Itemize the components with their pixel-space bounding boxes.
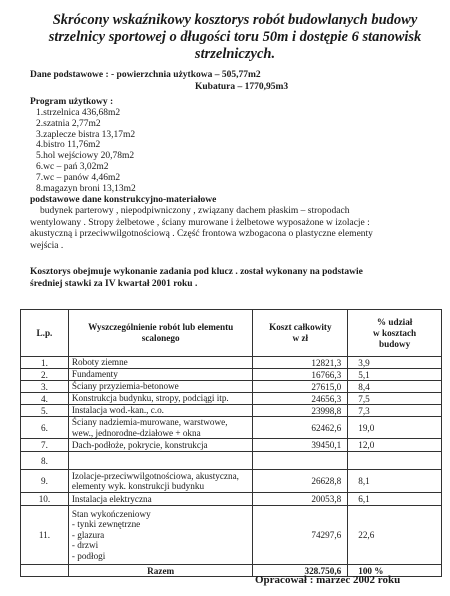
- table-row: [21, 417, 442, 439]
- total-label: Razem: [68, 565, 253, 577]
- row-share: 19,0: [348, 417, 442, 439]
- row-share: [348, 452, 442, 470]
- cost-estimate-intro: [30, 266, 435, 290]
- row-name-line: Konstrukcja budynku, stropy, podciągi itp.: [71, 393, 229, 404]
- row-name-line: - drzwi: [71, 540, 99, 551]
- construction-line: budynek parterowy , niepodpiwniczony , związany dachem płaskim – stropodach: [40, 206, 350, 216]
- program-item: 7.wc – panów 4,46m2: [36, 172, 121, 183]
- row-name-line: Roboty ziemne: [71, 357, 128, 368]
- program-item: 3.zaplecze bistra 13,17m2: [36, 129, 136, 140]
- construction-heading: podstawowe dane konstrukcyjno-materiałowe: [30, 195, 217, 205]
- table-row: [21, 452, 442, 470]
- total-share: 100 %: [348, 565, 442, 577]
- row-cost: 24656,3: [253, 393, 348, 405]
- intro-line: średniej stawki za IV kwartał 2001 roku .: [30, 279, 198, 289]
- construction-line: wejścia .: [30, 240, 64, 251]
- header-share: [348, 310, 442, 357]
- program-item: 1.strzelnica 436,68m2: [36, 108, 121, 118]
- table-row: [21, 506, 442, 565]
- row-name: [68, 439, 253, 452]
- row-name-line: Fundamenty: [71, 369, 118, 380]
- row-name: [68, 381, 253, 393]
- row-name-line: wew., jednorodne-działowe + okna: [71, 427, 201, 438]
- document-title: [40, 12, 430, 63]
- row-cost: 26628,8: [253, 470, 348, 493]
- table-row: [21, 470, 442, 493]
- row-share: 7,3: [348, 405, 442, 417]
- title-line: strzelnicy sportowej o długości toru 50m i dostępie 6 stanowisk: [48, 29, 422, 45]
- row-name-line: Dach-podłoże, pokrycie, konstrukcja: [71, 439, 208, 450]
- header-share-line: budowy: [379, 338, 411, 349]
- row-lp: 5.: [21, 405, 69, 417]
- row-cost: 20053,8: [253, 493, 348, 506]
- row-name: [68, 357, 253, 369]
- row-lp: 3.: [21, 381, 69, 393]
- row-name: [68, 369, 253, 381]
- row-name: [68, 493, 253, 506]
- row-lp: 9.: [21, 470, 69, 493]
- row-share: 6,1: [348, 493, 442, 506]
- row-lp: 4.: [21, 393, 69, 405]
- row-share: 5,1: [348, 369, 442, 381]
- program-item: 4.bistro 11,76m2: [36, 140, 101, 151]
- construction-line: akustyczną i przeciwwilgotnościową . Część frontowa wzbogacona o plastyczne elementy: [30, 229, 373, 239]
- table-row: [21, 393, 442, 405]
- row-cost: 16766,3: [253, 369, 348, 381]
- table-row: [21, 405, 442, 417]
- row-name-line: - podłogi: [71, 550, 106, 561]
- row-name: [68, 470, 253, 493]
- construction-line: wentylowany . Stropy żelbetowe , ściany murowane i żelbetowe wyposażone w izolacje :: [30, 217, 370, 228]
- header-cost: [253, 310, 348, 357]
- row-lp: 10.: [21, 493, 69, 506]
- table-body: [21, 357, 442, 577]
- row-cost: 23998,8: [253, 405, 348, 417]
- table-row: [21, 493, 442, 506]
- row-share: 12,0: [348, 439, 442, 452]
- title-line: Skrócony wskaźnikowy kosztorys robót budowlanych budowy: [52, 12, 418, 28]
- row-name-line: Ściany nadziemia-murowane, warstwowe,: [71, 417, 228, 427]
- table-row: [21, 439, 442, 452]
- row-cost: 27615,0: [253, 381, 348, 393]
- row-lp: 7.: [21, 439, 69, 452]
- total-cost: 328.750,6: [253, 565, 348, 577]
- table-row: [21, 381, 442, 393]
- row-name-line: - glazura: [71, 529, 105, 540]
- table-row: [21, 357, 442, 369]
- row-cost: 12821,3: [253, 357, 348, 369]
- row-share: 22,6: [348, 506, 442, 565]
- header-name-line: Wyszczególnienie robót lub elementu: [88, 322, 234, 332]
- row-cost: 62462,6: [253, 417, 348, 439]
- row-lp: 11.: [21, 506, 69, 565]
- row-name-line: Instalacja elektryczna: [71, 493, 152, 504]
- row-lp: 2.: [21, 369, 69, 381]
- row-cost: [253, 452, 348, 470]
- base-data-area: Dane podstawowe : - powierzchnia użytkowa – 505,77m2: [30, 70, 261, 80]
- row-name-line: Ściany przyziemia-betonowe: [71, 381, 179, 392]
- row-share: 3,9: [348, 357, 442, 369]
- row-share: 8,1: [348, 470, 442, 493]
- row-name: [68, 506, 253, 565]
- program-item: 6.wc – pań 3,02m2: [36, 161, 109, 172]
- construction-text: [30, 206, 430, 252]
- row-lp: 1.: [21, 357, 69, 369]
- header-lp: L.p.: [21, 310, 69, 357]
- table-header-row: [21, 310, 442, 357]
- program-heading: Program użytkowy :: [30, 97, 114, 107]
- row-name: [68, 405, 253, 417]
- row-name: [68, 452, 253, 470]
- program-item: 5.hol wejściowy 20,78m2: [36, 151, 135, 162]
- total-lp: [21, 565, 69, 577]
- header-name: [68, 310, 253, 357]
- row-name-line: Stan wykończeniowy: [71, 508, 151, 519]
- header-share-line: % udział: [376, 316, 413, 327]
- program-item: 8.magazyn broni 13,13m2: [36, 183, 136, 194]
- cost-table: [20, 309, 442, 577]
- base-data-volume: Kubatura – 1770,95m3: [195, 82, 289, 92]
- row-name-line: - tynki zewnętrzne: [71, 519, 141, 530]
- row-lp: 8.: [21, 452, 69, 470]
- header-cost-line: Koszt całkowity: [269, 322, 332, 332]
- header-cost-line: w zł: [292, 333, 309, 343]
- row-name-line: elementy wyk. konstrukcji budynku: [71, 481, 205, 491]
- program-item: 2.szatnia 2,77m2: [36, 118, 101, 129]
- row-share: 7,5: [348, 393, 442, 405]
- row-name-line: Instalacja wod.-kan., c.o.: [71, 405, 164, 416]
- footer-prepared-by: Opracował : marzec 2002 roku: [255, 574, 401, 586]
- header-share-line: w kosztach: [373, 327, 417, 338]
- row-name: [68, 417, 253, 439]
- row-cost: 39450,1: [253, 439, 348, 452]
- row-cost: 74297,6: [253, 506, 348, 565]
- program-list: [36, 108, 136, 194]
- header-name-line: scalonego: [141, 333, 180, 343]
- row-name: [68, 393, 253, 405]
- intro-line: Kosztorys obejmuje wykonanie zadania pod klucz . został wykonany na podstawie: [30, 267, 363, 277]
- row-share: 8,4: [348, 381, 442, 393]
- table-row: [21, 369, 442, 381]
- row-lp: 6.: [21, 417, 69, 439]
- row-name-line: Izolacje-przeciwwilgotnościowa, akustyczna,: [71, 470, 239, 481]
- title-line: strzelniczych.: [194, 46, 276, 62]
